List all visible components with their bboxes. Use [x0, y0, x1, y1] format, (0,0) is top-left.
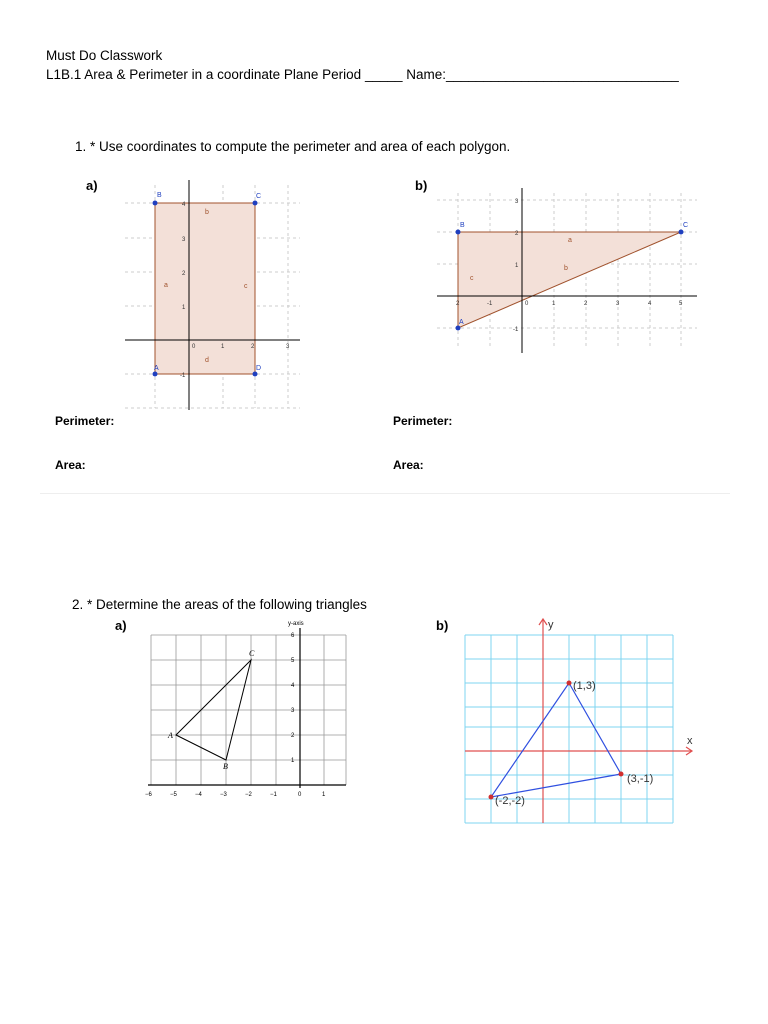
- y-tick-1: 1: [291, 758, 295, 764]
- y-tick-1: 1: [182, 305, 186, 311]
- side-label-c: c: [470, 275, 474, 282]
- vertex-label-a: A: [154, 365, 159, 372]
- y-tick-2: 2: [182, 271, 186, 277]
- y-tick-6: 6: [291, 633, 295, 639]
- vertex-label-b: B: [157, 192, 162, 199]
- triangle-abc: [458, 232, 681, 328]
- q1b-perimeter-label: Perimeter:: [393, 414, 453, 428]
- y-tick-5: 5: [291, 658, 295, 664]
- vertex-label-c: C: [256, 193, 262, 200]
- x-tick-1: 1: [552, 301, 556, 307]
- vertex-label-a: A: [459, 319, 464, 326]
- y-tick-1: 1: [515, 263, 519, 269]
- y-tick-4: 4: [291, 683, 295, 689]
- q2-part-a-label: a): [115, 618, 127, 633]
- q1a-perimeter-label: Perimeter:: [55, 414, 115, 428]
- y-tick-4: 4: [182, 202, 186, 208]
- x-tick-neg3: −3: [220, 792, 227, 798]
- section-divider: [40, 493, 730, 494]
- x-tick-neg2: 2: [456, 301, 460, 307]
- triangle: [491, 683, 621, 797]
- x-tick-2: 2: [584, 301, 588, 307]
- x-tick-neg1: -1: [487, 301, 493, 307]
- side-label-a: a: [164, 282, 168, 289]
- side-label-c: c: [244, 283, 248, 290]
- x-tick-neg4: −4: [195, 792, 202, 798]
- x-tick-3: 3: [286, 344, 290, 350]
- y-tick-3: 3: [291, 708, 295, 714]
- q2-part-b-label: b): [436, 618, 449, 633]
- side-label-d: d: [205, 357, 209, 364]
- x-tick-0: 0: [298, 792, 302, 798]
- x-axis-label: x: [687, 735, 693, 747]
- q1-part-a-label: a): [86, 178, 98, 193]
- side-label-b: b: [564, 265, 568, 272]
- y-tick-3: 3: [515, 199, 519, 205]
- point-label-neg2-neg2: (-2,-2): [495, 795, 525, 807]
- vertex-label-a: A: [168, 731, 173, 740]
- x-tick-4: 4: [648, 301, 652, 307]
- question-2-prompt: 2. * Determine the areas of the following triangles: [72, 597, 367, 612]
- worksheet-title: Must Do Classwork: [46, 48, 163, 63]
- point-label-1-3: (1,3): [573, 680, 596, 692]
- y-tick-2: 2: [515, 231, 519, 237]
- q2-graph-a: [140, 618, 355, 803]
- y-tick-neg1: -1: [513, 327, 519, 333]
- q2-graph-b: [462, 615, 700, 830]
- x-tick-0: 0: [525, 301, 529, 307]
- x-tick-neg6: −6: [145, 792, 152, 798]
- y-axis-label: y: [548, 619, 554, 631]
- q1-graph-b: [437, 188, 697, 353]
- vertex-label-b: B: [460, 222, 465, 229]
- vertex-points: [489, 681, 624, 800]
- x-tick-1: 1: [322, 792, 326, 798]
- q1a-area-label: Area:: [55, 458, 86, 472]
- x-tick-5: 5: [679, 301, 683, 307]
- vertex-label-d: D: [256, 365, 262, 372]
- side-label-b: b: [205, 209, 209, 216]
- q1-part-b-label: b): [415, 178, 428, 193]
- worksheet-subtitle: L1B.1 Area & Perimeter in a coordinate Plane Period _____ Name:_______________________________: [46, 67, 679, 82]
- side-label-a: a: [568, 237, 572, 244]
- q1-graph-a: [125, 180, 300, 410]
- vertex-label-b: B: [223, 762, 228, 771]
- x-tick-neg2: −2: [245, 792, 252, 798]
- point-label-3-neg1: (3,-1): [627, 773, 654, 785]
- q1b-area-label: Area:: [393, 458, 424, 472]
- x-tick-neg5: −5: [170, 792, 177, 798]
- vertex-label-c: C: [683, 222, 689, 229]
- x-tick-2: 2: [251, 344, 255, 350]
- y-tick-neg1: -1: [180, 373, 186, 379]
- question-1-prompt: 1. * Use coordinates to compute the perimeter and area of each polygon.: [75, 139, 511, 154]
- x-tick-3: 3: [616, 301, 620, 307]
- y-tick-2: 2: [291, 733, 295, 739]
- rectangle-abcd: [155, 203, 255, 374]
- axis-title: y-axis: [288, 621, 304, 627]
- x-tick-neg1: −1: [270, 792, 277, 798]
- vertex-label-c: C: [249, 649, 255, 658]
- x-tick-1: 1: [221, 344, 225, 350]
- x-tick-0: 0: [192, 344, 196, 350]
- y-tick-3: 3: [182, 237, 186, 243]
